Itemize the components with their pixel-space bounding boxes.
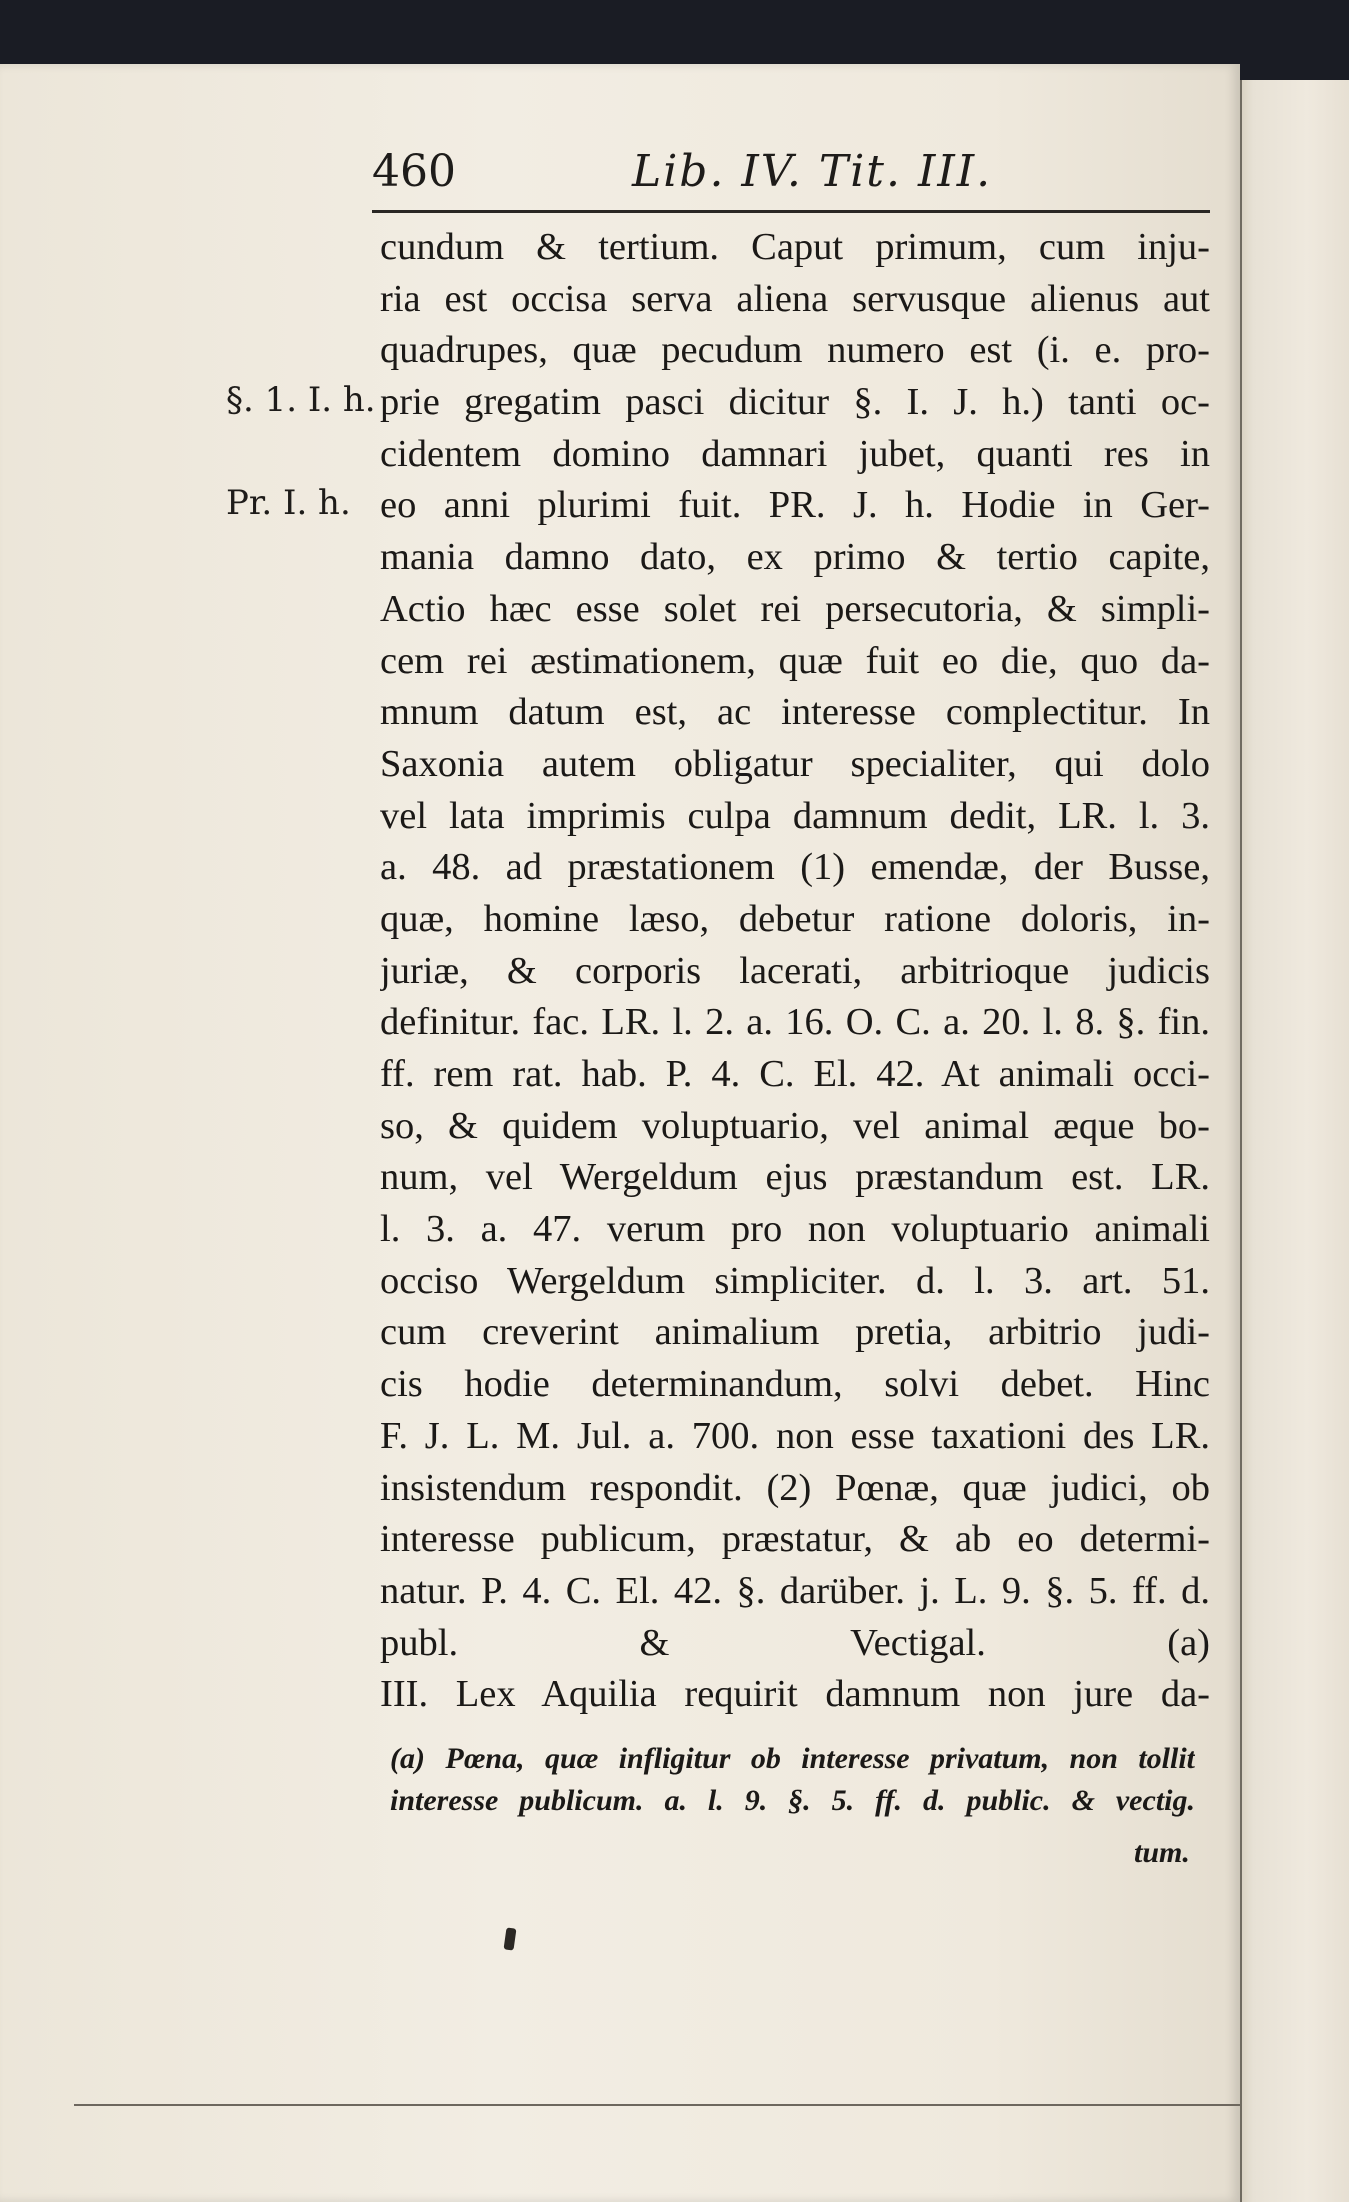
text-line: cem rei æstimationem, quæ fuit eo die, quo da-	[380, 639, 1210, 682]
running-head: Lib. IV. Tit. III.	[632, 146, 993, 197]
text-line: juriæ, & corporis lacerati, arbitrioque judicis	[380, 949, 1210, 992]
catchword: tum.	[1134, 1836, 1190, 1869]
text-line: III. Lex Aquilia requirit damnum non jure da-	[380, 1673, 1210, 1716]
text-line: quadrupes, quæ pecudum numero est (i. e. pro-	[380, 329, 1210, 372]
margin-note: §. 1. I. h.	[226, 380, 376, 420]
text-line: Saxonia autem obligatur specialiter, qui dolo	[380, 742, 1210, 785]
page-header	[372, 146, 1012, 202]
text-line: mnum datum est, ac interesse complectitur. In	[380, 691, 1210, 734]
text-line: occiso Wergeldum simpliciter. d. l. 3. art. 51.	[380, 1259, 1210, 1302]
text-line: cis hodie determinandum, solvi debet. Hinc	[380, 1363, 1210, 1406]
text-line: prie gregatim pasci dicitur §. I. J. h.) tanti oc-	[380, 381, 1210, 424]
text-line: quæ, homine læso, debetur ratione doloris, in-	[380, 897, 1210, 940]
text-line: cundum & tertium. Caput primum, cum inju-	[380, 226, 1210, 268]
text-line: ff. rem rat. hab. P. 4. C. El. 42. At animali occi-	[380, 1053, 1210, 1095]
text-line: num, vel Wergeldum ejus præstandum est. LR.	[380, 1156, 1210, 1199]
page-edge	[1240, 80, 1349, 2202]
text-line: publ. & Vectigal. (a)	[380, 1621, 1210, 1664]
text-line: ria est occisa serva aliena servusque alienus aut	[380, 277, 1210, 320]
footnote-line: interesse publicum. a. l. 9. §. 5. ff. d. public. & vectig.	[390, 1784, 1195, 1817]
text-line: a. 48. ad præstationem (1) emendæ, der Busse,	[380, 846, 1210, 889]
page-number: 460	[372, 146, 456, 197]
header-rule	[372, 210, 1210, 213]
text-line: so, & quidem voluptuario, vel animal æque bo-	[380, 1104, 1210, 1147]
text-line: mania damno dato, ex primo & tertio capite,	[380, 536, 1210, 579]
text-line: Actio hæc esse solet rei persecutoria, & simpli-	[380, 587, 1210, 630]
text-line: insistendum respondit. (2) Pœnæ, quæ judici, ob	[380, 1466, 1210, 1509]
bottom-rule	[74, 2104, 1240, 2106]
footnote-line: (a) Pœna, quæ infligitur ob interesse privatum, non tollit	[390, 1742, 1195, 1775]
text-line: vel lata imprimis culpa damnum dedit, LR. l. 3.	[380, 794, 1210, 837]
text-line: interesse publicum, præstatur, & ab eo determi-	[380, 1518, 1210, 1561]
body-text	[380, 222, 1210, 1721]
footnote	[390, 1738, 1195, 1822]
text-line: natur. P. 4. C. El. 42. §. darüber. j. L. 9. §. 5. ff. d.	[380, 1569, 1210, 1612]
text-line: cidentem domino damnari jubet, quanti res in	[380, 432, 1210, 475]
text-line: eo anni plurimi fuit. PR. J. h. Hodie in Ger-	[380, 484, 1210, 527]
text-line: cum creverint animalium pretia, arbitrio judi-	[380, 1311, 1210, 1354]
margin-note: Pr. I. h.	[226, 483, 351, 523]
text-line: definitur. fac. LR. l. 2. a. 16. O. C. a. 20. l. 8. §. fin.	[380, 1001, 1210, 1044]
text-line: F. J. L. M. Jul. a. 700. non esse taxationi des LR.	[380, 1414, 1210, 1457]
text-line: l. 3. a. 47. verum pro non voluptuario animali	[380, 1208, 1210, 1251]
